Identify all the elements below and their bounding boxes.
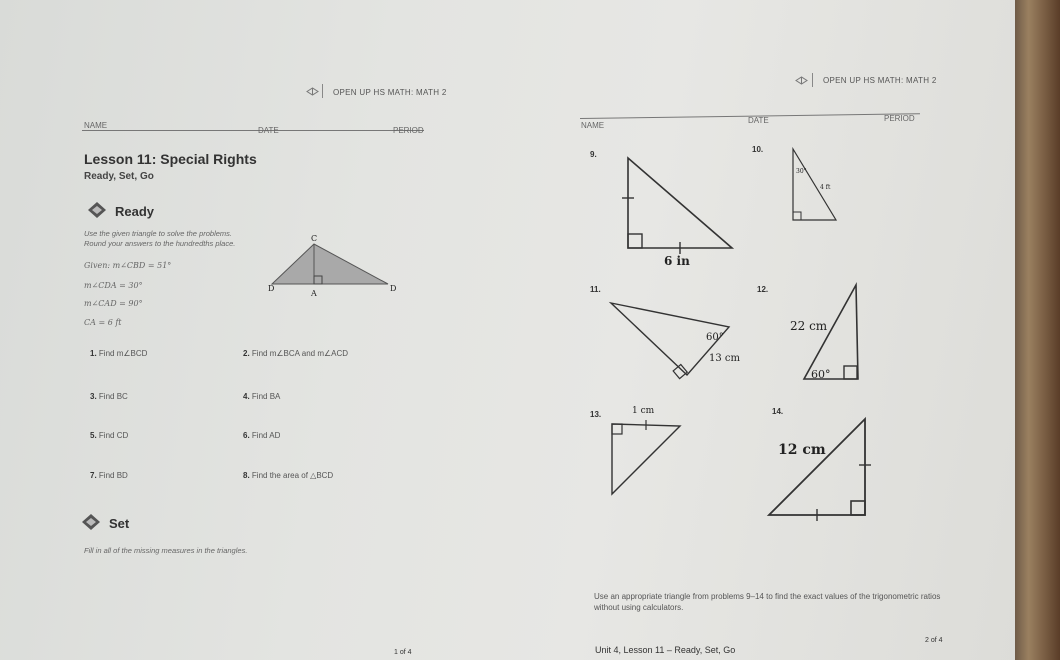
given-intro: Given: xyxy=(84,261,111,270)
go-instructions-line-1: Use an appropriate triangle from problems 9–14 to find the exact values of the trigonometric ratios xyxy=(594,592,941,601)
problem-13-side: 1 cm xyxy=(632,406,655,416)
problem-5 xyxy=(90,431,128,440)
problem-5-text: Find CD xyxy=(98,431,129,440)
problem-9-number: 9. xyxy=(590,150,597,159)
given-3: m∠CAD = 90° xyxy=(84,299,143,308)
problem-4-number: 4. xyxy=(243,392,250,401)
problem-14-number: 14. xyxy=(772,407,784,416)
problem-10-side: 4 ft xyxy=(820,184,831,191)
set-instructions: Fill in all of the missing measures in the triangles. xyxy=(84,546,248,555)
table-edge xyxy=(1015,0,1060,660)
period-label: PERIOD xyxy=(393,126,424,135)
problem-3-text: Find BC xyxy=(98,392,128,401)
left-brand: OPEN UP HS MATH: MATH 2 xyxy=(333,88,447,97)
go-instructions-line-2: without using calculators. xyxy=(594,603,684,612)
problem-11-number: 11. xyxy=(590,285,601,294)
problem-11-side: 13 cm xyxy=(709,353,740,364)
problem-11-angle: 60° xyxy=(706,332,724,343)
header-divider xyxy=(322,84,323,98)
date-label: DATE xyxy=(258,126,279,135)
given-4: CA = 6 ft xyxy=(84,318,122,327)
problem-10-triangle xyxy=(790,146,842,224)
problem-6 xyxy=(243,431,280,440)
problem-10-angle: 30° xyxy=(796,168,807,175)
given-value-1: m∠CBD = 51° xyxy=(112,261,172,270)
right-date-label: DATE xyxy=(748,116,769,125)
open-up-logo-icon xyxy=(795,76,808,85)
problem-2 xyxy=(243,349,348,358)
name-line xyxy=(82,130,424,131)
ready-triangle-figure xyxy=(262,232,402,302)
lesson-subtitle: Ready, Set, Go xyxy=(84,171,154,182)
set-heading: Set xyxy=(109,516,130,531)
problem-8 xyxy=(243,471,333,480)
right-footer-page: 2 of 4 xyxy=(925,637,943,644)
problem-8-number: 8. xyxy=(243,471,250,480)
problem-1 xyxy=(90,349,147,358)
left-footer-page: 1 of 4 xyxy=(394,649,412,656)
problem-3 xyxy=(90,392,128,401)
problem-1-text: Find m∠BCD xyxy=(98,349,148,358)
ready-icon xyxy=(86,200,108,220)
problem-1-number: 1. xyxy=(90,349,97,358)
right-brand: OPEN UP HS MATH: MATH 2 xyxy=(823,76,937,85)
problem-14-triangle xyxy=(765,415,875,521)
problem-6-text: Find AD xyxy=(251,431,281,440)
set-icon xyxy=(80,512,102,532)
problem-13-triangle xyxy=(606,420,686,500)
figure-label-c: C xyxy=(311,234,318,243)
instruction-line-1: Use the given triangle to solve the problems. xyxy=(84,229,232,238)
problem-2-text: Find m∠BCA and m∠ACD xyxy=(251,349,349,358)
problem-12-angle: 60° xyxy=(811,368,831,381)
open-up-logo-icon xyxy=(306,87,319,96)
lesson-title: Lesson 11: Special Rights xyxy=(84,151,257,167)
figure-label-left: D xyxy=(268,284,275,293)
right-period-label: PERIOD xyxy=(884,114,915,123)
header-divider xyxy=(812,73,813,87)
problem-9-side-label: 6 in xyxy=(664,254,690,268)
instruction-line-2: Round your answers to the hundredths place. xyxy=(84,239,236,248)
name-label: NAME xyxy=(84,121,108,130)
problem-8-text: Find the area of △BCD xyxy=(251,471,334,480)
problem-6-number: 6. xyxy=(243,431,250,440)
right-footer-title: Unit 4, Lesson 11 – Ready, Set, Go xyxy=(595,645,736,655)
problem-7-text: Find BD xyxy=(98,471,128,480)
problem-12-side: 22 cm xyxy=(790,319,828,333)
problem-3-number: 3. xyxy=(90,392,97,401)
problem-12-number: 12. xyxy=(757,285,769,294)
problem-9-triangle xyxy=(620,150,740,255)
problem-4-text: Find BA xyxy=(251,392,281,401)
problem-7 xyxy=(90,471,128,480)
figure-label-a: A xyxy=(311,289,317,298)
figure-label-right: D xyxy=(390,284,397,293)
problem-2-number: 2. xyxy=(243,349,250,358)
given-2: m∠CDA = 30° xyxy=(84,281,143,290)
problem-13-number: 13. xyxy=(590,410,602,419)
ready-heading: Ready xyxy=(115,204,155,219)
right-name-label: NAME xyxy=(581,121,605,130)
given-1 xyxy=(84,261,171,270)
problem-7-number: 7. xyxy=(90,471,97,480)
problem-10-number: 10. xyxy=(752,145,764,154)
problem-14-side: 12 cm xyxy=(778,442,826,458)
problem-4 xyxy=(243,392,280,401)
problem-5-number: 5. xyxy=(90,431,97,440)
